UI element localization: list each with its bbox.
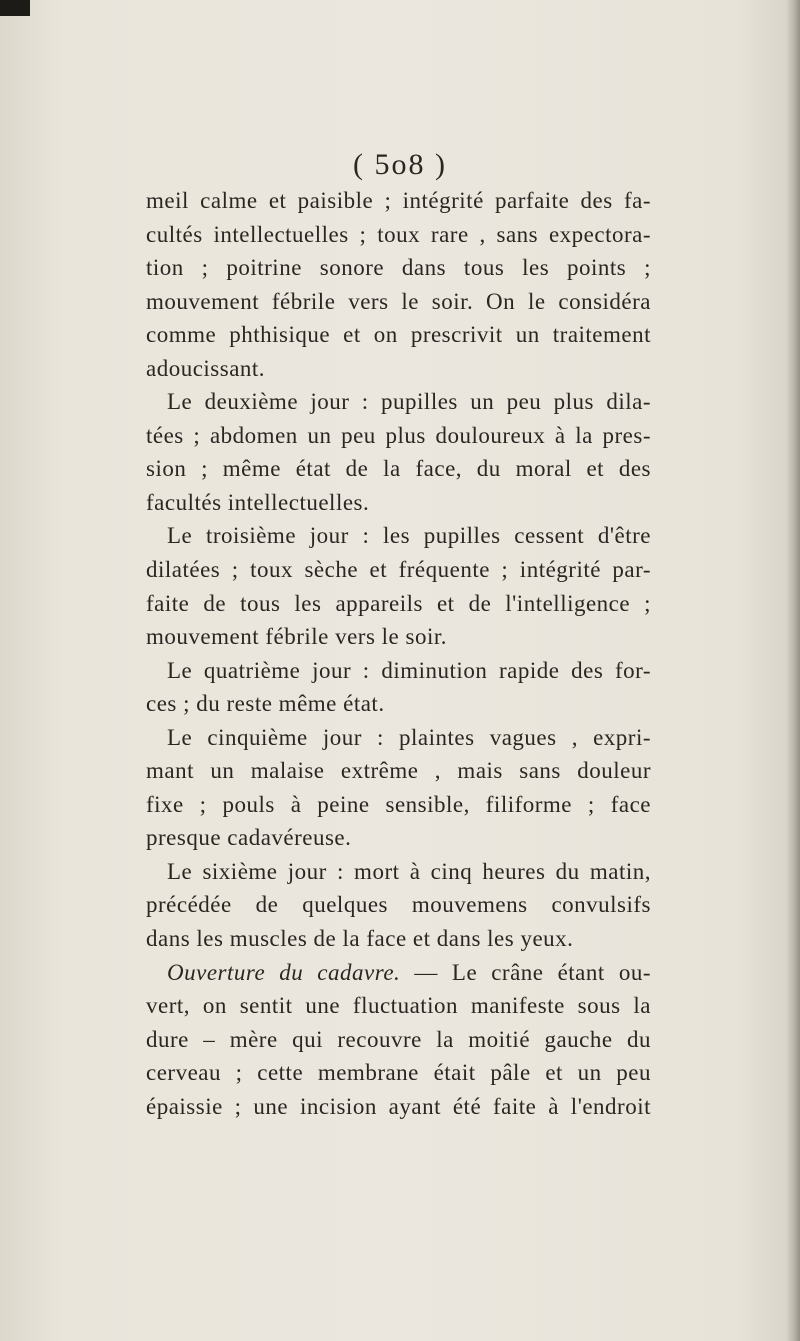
text-line: Le troisième jour : les pupilles cessent d'être [167,523,651,549]
section-heading: Ouverture du cadavre. [167,959,401,985]
text-line: adoucissant. [146,355,266,381]
text-line: ces ; du reste même état. [146,691,385,717]
text-line: fixe ; pouls à peine sensible, filiforme ; face [146,791,651,817]
text-line: Le deuxième jour : pupilles un peu plus dila- [167,389,651,415]
text-line: dans les muscles de la face et dans les yeux. [146,926,574,952]
text-line: dure – mère qui recouvre la moitié gauche du [146,1026,651,1052]
page-edge-shadow [786,0,800,1341]
text-line: facultés intellectuelles. [146,489,370,515]
text-line-heading [146,956,651,990]
text-line: tées ; abdomen un peu plus douloureux à la pres- [146,422,651,448]
text-line-rest: — Le crâne étant ou- [414,959,651,985]
scan-corner-mark [0,0,30,16]
text-line: sion ; même état de la face, du moral et des [146,456,651,482]
text-line: Le quatrième jour : diminution rapide des for- [167,657,651,683]
text-line: mant un malaise extrême , mais sans douleur [146,758,651,784]
text-line: cultés intellectuelles ; toux rare , sans expectora- [146,221,651,247]
text-line: épaissie ; une incision ayant été faite à l'endroit [146,1093,651,1119]
text-line: dilatées ; toux sèche et fréquente ; intégrité par- [146,557,651,583]
text-line: Le cinquième jour : plaintes vagues , expri- [167,724,651,750]
text-line: faite de tous les appareils et de l'intelligence ; [146,590,651,616]
text-line: cerveau ; cette membrane était pâle et un peu [146,1060,651,1086]
text-line: Le sixième jour : mort à cinq heures du matin, [167,858,651,884]
text-line: mouvement fébrile vers le soir. On le considéra [146,288,651,314]
page-number: ( 5o8 ) [353,148,447,181]
text-line: presque cadavéreuse. [146,825,352,851]
text-line: vert, on sentit une fluctuation manifeste sous la [146,993,651,1019]
text-line: précédée de quelques mouvemens convulsifs [146,892,651,918]
text-line: mouvement fébrile vers le soir. [146,624,448,650]
text-line: comme phthisique et on prescrivit un traitement [146,322,651,348]
body-text [146,184,651,1123]
text-line: meil calme et paisible ; intégrité parfaite des fa- [146,188,651,213]
text-line: tion ; poitrine sonore dans tous les points ; [146,255,651,281]
